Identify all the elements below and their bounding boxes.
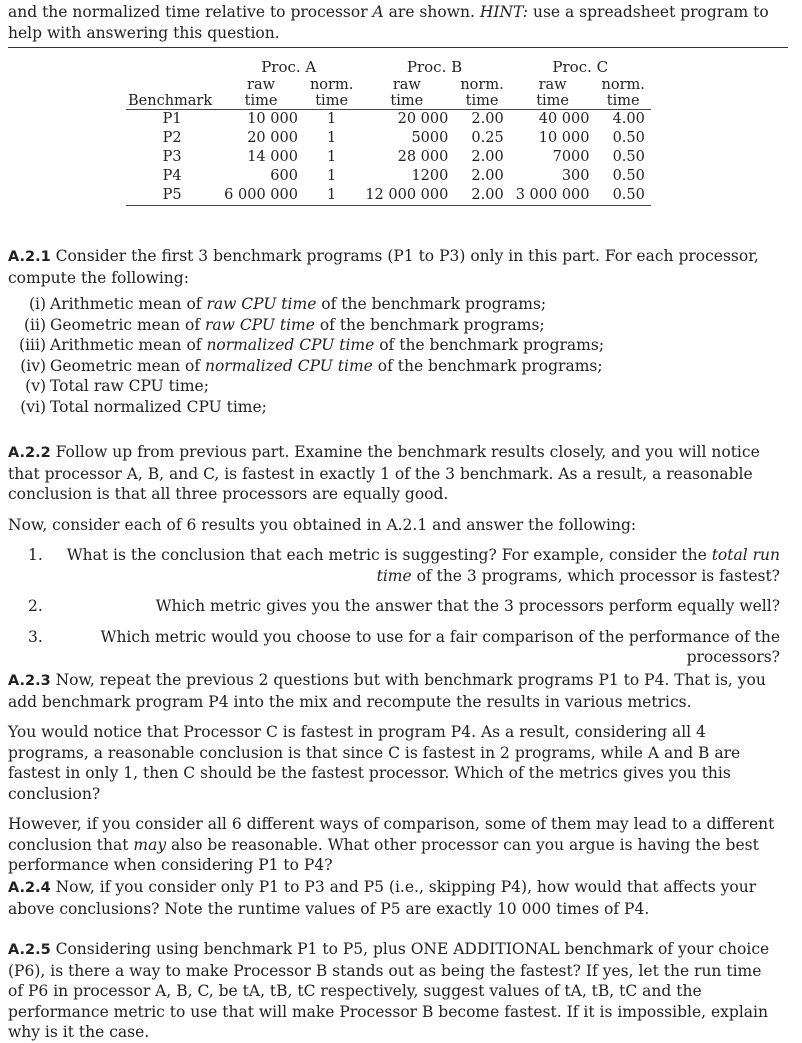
- cell-b-raw: 5000: [411, 130, 449, 146]
- cell-c-raw: 300: [561, 168, 590, 184]
- question-list: [8, 545, 780, 668]
- cell-b-raw: 12 000 000: [359, 186, 454, 206]
- cell-a-raw: 20 000: [247, 130, 298, 146]
- proc-b-header: Proc. B: [406, 58, 463, 76]
- section-label: A.2.3: [8, 673, 51, 689]
- cell-a-norm: 1: [327, 130, 337, 146]
- metric-list: [8, 294, 780, 417]
- cell-c-norm: 0.50: [596, 186, 651, 206]
- section-label: A.2.2: [8, 445, 51, 461]
- list-item: 2. Which metric gives you the answer that the 3 processors perform equally well?: [28, 597, 780, 615]
- col-norm-label: norm.: [460, 77, 504, 93]
- cell-c-norm: 0.50: [612, 168, 645, 184]
- col-time-label: time: [510, 93, 596, 110]
- cell-c-norm: 0.50: [612, 149, 645, 165]
- section-text: Consider the first 3 benchmark programs (P1 to P3) only in this part. For each processor, compute the following:: [8, 247, 759, 287]
- col-raw-label: raw: [538, 77, 567, 93]
- section-paragraph: However, if you consider all 6 different ways of comparison, some of them may lead to a different conclusion that may also be reasonable. What other processor can you argue is having the best performance when considering P1 to P4?: [8, 815, 775, 874]
- list-item: (vi) Total normalized CPU time;: [20, 397, 267, 416]
- cell-a-norm: 1: [327, 111, 337, 127]
- col-raw-label: raw: [247, 77, 276, 93]
- table-row: [126, 129, 651, 148]
- benchmark-name: P4: [162, 168, 182, 184]
- benchmark-column-header: Benchmark: [126, 93, 218, 110]
- col-time-label: time: [359, 93, 454, 110]
- cell-b-raw: 20 000: [397, 111, 449, 127]
- section-text: Considering using benchmark P1 to P5, plus ONE ADDITIONAL benchmark of your choice (P6), is there a way to make Processor B stands out as being the fastest? If yes, let the run time of P6 in processor A, B, C, be tA, tB, tC respectively, suggest values of tA, tB, tC and the performance metric to use that will make Processor B become fastest. If it is impossible, explain why is it the case.: [8, 940, 770, 1041]
- section-label: A.2.5: [8, 942, 51, 958]
- cell-c-norm: 0.50: [612, 130, 645, 146]
- section-label: A.2.4: [8, 880, 51, 896]
- benchmark-table: [126, 58, 651, 206]
- cell-b-norm: 0.25: [471, 130, 504, 146]
- section-a22: [8, 442, 780, 678]
- proc-c-header: Proc. C: [552, 58, 609, 76]
- section-a21: [8, 246, 780, 417]
- table-row: [126, 110, 651, 130]
- section-a23: [8, 670, 780, 876]
- table-row: [126, 186, 651, 206]
- col-raw-label: raw: [392, 77, 421, 93]
- list-item: (v) Total raw CPU time;: [25, 377, 209, 395]
- section-text: Now, repeat the previous 2 questions but with benchmark programs P1 to P4. That is, you add benchmark program P4 into the mix and recompute the results in various metrics.: [8, 671, 766, 711]
- top-rule: [8, 47, 788, 48]
- cell-b-norm: 2.00: [454, 186, 509, 206]
- col-time-label: time: [304, 93, 359, 110]
- cell-a-norm: 1: [327, 168, 337, 184]
- section-text: Follow up from previous part. Examine the benchmark results closely, and you will notice that processor A, B, and C, is fastest in exactly 1 of the 3 benchmark. As a result, a reasonable conclusion is that all three processors are equally good.: [8, 443, 760, 503]
- section-a25: [8, 939, 780, 1043]
- section-paragraph: You would notice that Processor C is fastest in program P4. As a result, considering all 4 programs, a reasonable conclusion is that since C is fastest in 2 programs, while A and B are fastest in only 1, then C should be the fastest processor. Which of the metrics gives you this conclusion?: [8, 723, 741, 803]
- section-label: A.2.1: [8, 249, 51, 265]
- col-time-label: time: [454, 93, 509, 110]
- list-item: (iii) Arithmetic mean of normalized CPU time of the benchmark programs;: [19, 336, 605, 354]
- cell-b-norm: 2.00: [471, 149, 504, 165]
- cell-a-raw: 6 000 000: [218, 186, 304, 206]
- list-item: 3. Which metric would you choose to use for a fair comparison of the performance of the processors?: [28, 627, 780, 666]
- list-item: 1. What is the conclusion that each metric is suggesting? For example, consider the total run time of the 3 programs, which processor is fastest?: [28, 546, 780, 585]
- benchmark-name: P1: [162, 111, 182, 127]
- cell-a-raw: 600: [270, 168, 298, 184]
- cell-c-raw: 3 000 000: [510, 186, 596, 206]
- cell-b-raw: 28 000: [397, 149, 449, 165]
- benchmark-name: P5: [126, 186, 218, 206]
- col-time-label: time: [596, 93, 651, 110]
- section-a24: [8, 877, 780, 919]
- cell-c-norm: 4.00: [612, 111, 645, 127]
- cell-c-raw: 40 000: [538, 111, 590, 127]
- cell-c-raw: 7000: [552, 149, 590, 165]
- cell-a-raw: 10 000: [247, 111, 298, 127]
- benchmark-name: P2: [162, 130, 182, 146]
- table-row: [126, 148, 651, 167]
- benchmark-name: P3: [162, 149, 182, 165]
- col-norm-label: norm.: [601, 77, 645, 93]
- cell-a-norm: 1: [304, 186, 359, 206]
- col-norm-label: norm.: [309, 77, 354, 93]
- list-item: (iv) Geometric mean of normalized CPU time of the benchmark programs;: [20, 356, 603, 375]
- cell-c-raw: 10 000: [538, 130, 590, 146]
- cell-a-raw: 14 000: [247, 149, 298, 165]
- section-text: Now, if you consider only P1 to P3 and P5 (i.e., skipping P4), how would that affects your above conclusions? Note the runtime values of P5 are exactly 10 000 times of P4.: [8, 878, 757, 918]
- cell-b-norm: 2.00: [471, 168, 504, 184]
- list-item: (i) Arithmetic mean of raw CPU time of the benchmark programs;: [28, 295, 547, 313]
- table-row: [126, 167, 651, 186]
- cell-b-norm: 2.00: [471, 111, 504, 127]
- cell-b-raw: 1200: [411, 168, 449, 184]
- col-time-label: time: [218, 93, 304, 110]
- list-item: (ii) Geometric mean of raw CPU time of the benchmark programs;: [23, 315, 545, 334]
- proc-a-header: Proc. A: [261, 58, 317, 76]
- cell-a-norm: 1: [327, 149, 337, 165]
- section-lead: Now, consider each of 6 results you obtained in A.2.1 and answer the following:: [8, 515, 637, 534]
- intro-paragraph: and the normalized time relative to processor A are shown. HINT: use a spreadsheet program to help with answering this question.: [8, 3, 769, 42]
